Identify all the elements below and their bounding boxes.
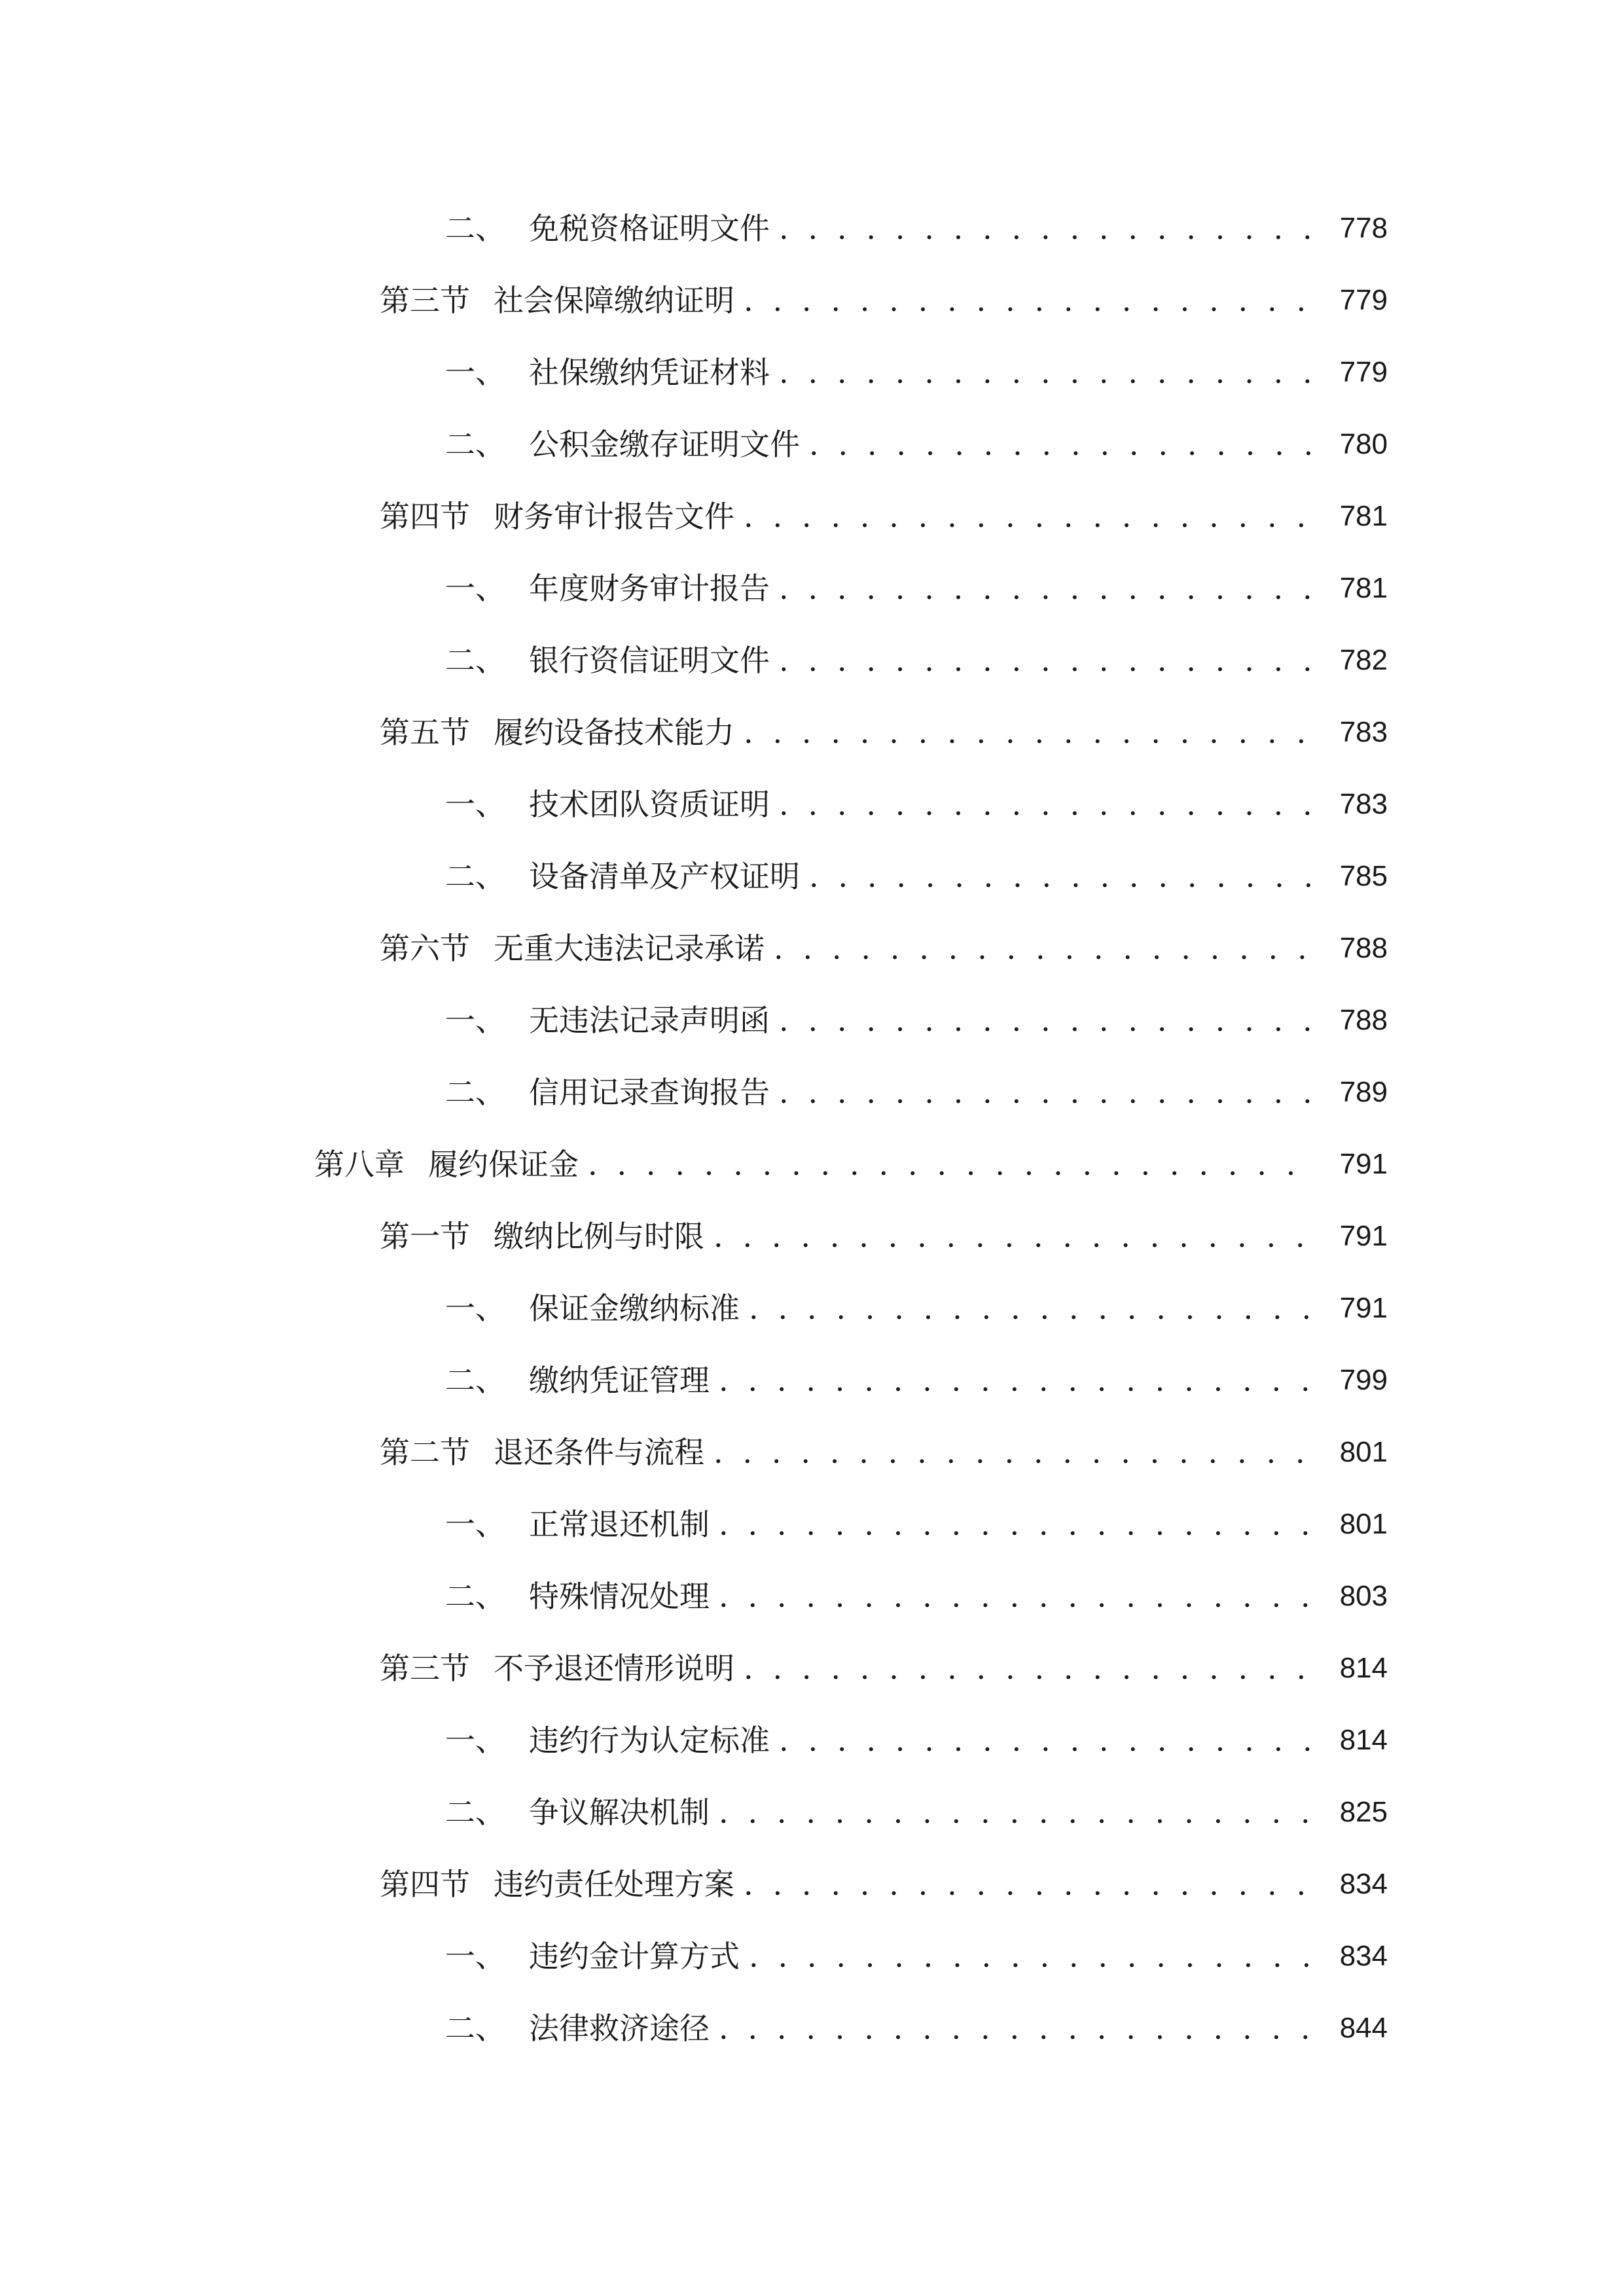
toc-entry-page: 788: [1339, 1004, 1388, 1036]
toc-entry-page: 834: [1339, 1940, 1388, 1972]
toc-entry[interactable]: [380, 1429, 1388, 1475]
toc-entry-marker: 一、: [445, 1723, 505, 1758]
toc-leader-dots: [779, 637, 1317, 683]
toc-entry-page: 814: [1339, 1724, 1388, 1756]
toc-leader-dots: [719, 1573, 1317, 1619]
toc-leader-dots: [719, 1789, 1317, 1835]
toc-entry[interactable]: [380, 278, 1388, 323]
toc-entry-page: 814: [1339, 1652, 1388, 1684]
toc-entry-page: 782: [1339, 644, 1388, 676]
toc-entry[interactable]: [380, 493, 1388, 539]
toc-entry-title: 设备清单及产权证明: [529, 859, 800, 894]
toc-entry-page: 788: [1339, 932, 1388, 964]
toc-entry-page: 801: [1339, 1436, 1388, 1468]
toc-entry-title: 公积金缴存证明文件: [529, 427, 800, 462]
toc-leader-dots: [744, 278, 1317, 323]
toc-leader-dots: [713, 1213, 1317, 1259]
toc-leader-dots: [744, 1861, 1317, 1907]
toc-entry[interactable]: [380, 1645, 1388, 1691]
toc-leader-dots: [779, 206, 1317, 251]
toc-entry-marker: 二、: [445, 1579, 505, 1614]
toc-entry-title: 年度财务审计报告: [529, 571, 770, 606]
toc-entry[interactable]: [380, 925, 1388, 971]
toc-entry-title: 无重大违法记录承诺: [494, 931, 765, 966]
toc-entry-page: 825: [1339, 1796, 1388, 1828]
toc-entry-title: 争议解决机制: [529, 1795, 710, 1830]
toc-entry-title: 不予退还情形说明: [494, 1651, 734, 1686]
toc-entry-marker: 二、: [445, 211, 505, 246]
toc-entry-marker: 第四节: [380, 1867, 470, 1902]
toc-leader-dots: [779, 997, 1317, 1043]
toc-entry-marker: 第五节: [380, 715, 470, 750]
toc-entry-title: 免税资格证明文件: [529, 211, 770, 246]
toc-leader-dots: [779, 1069, 1317, 1115]
toc-entry-title: 社保缴纳凭证材料: [529, 355, 770, 390]
toc-entry-title: 特殊情况处理: [529, 1579, 710, 1614]
toc-leader-dots: [744, 709, 1317, 755]
toc-leader-dots: [713, 1429, 1317, 1475]
toc-entry-page: 783: [1339, 788, 1388, 820]
toc-entry-title: 法律救济途径: [529, 2011, 710, 2046]
toc-leader-dots: [779, 1717, 1317, 1763]
toc-entry[interactable]: [445, 997, 1388, 1043]
toc-entry[interactable]: [445, 350, 1388, 395]
toc-entry-page: 789: [1339, 1076, 1388, 1108]
toc-entry-page: 780: [1339, 428, 1388, 460]
toc-entry-page: 779: [1339, 284, 1388, 316]
toc-entry-title: 履约设备技术能力: [494, 715, 734, 750]
toc-entry-title: 违约行为认定标准: [529, 1723, 770, 1758]
toc-entry[interactable]: [445, 637, 1388, 683]
toc-leader-dots: [809, 422, 1317, 467]
toc-entry-marker: 二、: [445, 1795, 505, 1830]
toc-entry[interactable]: [445, 2005, 1388, 2051]
toc-leader-dots: [749, 1285, 1317, 1331]
toc-entry-title: 缴纳比例与时限: [494, 1219, 704, 1254]
toc-entry-marker: 第四节: [380, 499, 470, 534]
toc-entry[interactable]: [445, 1573, 1388, 1619]
toc-entry-page: 844: [1339, 2012, 1388, 2044]
toc-entry-page: 803: [1339, 1580, 1388, 1612]
toc-entry-marker: 二、: [445, 859, 505, 894]
toc-entry[interactable]: [445, 853, 1388, 899]
toc-entry-marker: 第一节: [380, 1219, 470, 1254]
toc-entry-page: 801: [1339, 1508, 1388, 1540]
toc-entry-page: 785: [1339, 860, 1388, 892]
toc-entry[interactable]: [445, 1789, 1388, 1835]
toc-entry-marker: 二、: [445, 1075, 505, 1110]
toc-entry-title: 技术团队资质证明: [529, 787, 770, 822]
toc-entry-title: 保证金缴纳标准: [529, 1291, 740, 1326]
toc-entry-marker: 二、: [445, 2011, 505, 2046]
toc-entry[interactable]: [445, 1717, 1388, 1763]
toc-leader-dots: [588, 1141, 1317, 1187]
toc-entry-marker: 一、: [445, 355, 505, 390]
toc-entry-marker: 二、: [445, 427, 505, 462]
toc-entry[interactable]: [380, 1213, 1388, 1259]
toc-entry-marker: 第三节: [380, 283, 470, 318]
toc-leader-dots: [779, 781, 1317, 827]
toc-entry[interactable]: [445, 1357, 1388, 1403]
toc-entry-page: 791: [1339, 1220, 1388, 1252]
toc-entry[interactable]: [445, 1933, 1388, 1979]
toc-entry-title: 缴纳凭证管理: [529, 1363, 710, 1398]
toc-entry-marker: 第六节: [380, 931, 470, 966]
toc-leader-dots: [719, 2005, 1317, 2051]
toc-entry-marker: 第八章: [314, 1147, 405, 1182]
toc-entry-page: 791: [1339, 1148, 1388, 1180]
toc-entry-marker: 一、: [445, 1291, 505, 1326]
toc-entry-marker: 一、: [445, 1507, 505, 1542]
toc-entry-title: 社会保障缴纳证明: [494, 283, 734, 318]
toc-leader-dots: [744, 1645, 1317, 1691]
toc-entry-title: 正常退还机制: [529, 1507, 710, 1542]
toc-entry[interactable]: [445, 206, 1388, 251]
toc-leader-dots: [774, 925, 1317, 971]
toc-entry[interactable]: [445, 781, 1388, 827]
toc-entry-marker: 一、: [445, 787, 505, 822]
toc-entry-page: 781: [1339, 500, 1388, 532]
toc-entry-title: 财务审计报告文件: [494, 499, 734, 534]
toc-entry[interactable]: [445, 1501, 1388, 1547]
toc-leader-dots: [779, 350, 1317, 395]
toc-leader-dots: [749, 1933, 1317, 1979]
toc-entry-page: 778: [1339, 212, 1388, 244]
toc-entry-marker: 二、: [445, 1363, 505, 1398]
toc-entry[interactable]: [445, 1285, 1388, 1331]
toc-entry-marker: 一、: [445, 1939, 505, 1974]
toc-entry-marker: 第三节: [380, 1651, 470, 1686]
toc-entry-title: 退还条件与流程: [494, 1435, 704, 1470]
toc-entry[interactable]: [314, 1141, 1388, 1187]
toc-entry-title: 银行资信证明文件: [529, 643, 770, 678]
toc-entry-page: 781: [1339, 572, 1388, 604]
toc-entry-marker: 二、: [445, 643, 505, 678]
toc-entry-title: 违约金计算方式: [529, 1939, 740, 1974]
toc-entry[interactable]: [445, 565, 1388, 611]
toc-leader-dots: [809, 853, 1317, 899]
toc-entry-page: 799: [1339, 1364, 1388, 1396]
toc-entry[interactable]: [445, 1069, 1388, 1115]
toc-entry-page: 834: [1339, 1868, 1388, 1900]
toc-leader-dots: [719, 1357, 1317, 1403]
toc-entry-page: 791: [1339, 1292, 1388, 1324]
toc-leader-dots: [779, 565, 1317, 611]
toc-entry-marker: 一、: [445, 1003, 505, 1038]
toc-entry-marker: 第二节: [380, 1435, 470, 1470]
toc-entry[interactable]: [445, 422, 1388, 467]
toc-entry[interactable]: [380, 709, 1388, 755]
toc-entry-title: 无违法记录声明函: [529, 1003, 770, 1038]
toc-entry[interactable]: [380, 1861, 1388, 1907]
toc-entry-page: 779: [1339, 356, 1388, 388]
toc-entry-title: 信用记录查询报告: [529, 1075, 770, 1110]
toc-entry-title: 履约保证金: [428, 1147, 579, 1182]
toc-entry-title: 违约责任处理方案: [494, 1867, 734, 1902]
toc-leader-dots: [719, 1501, 1317, 1547]
toc-entry-page: 783: [1339, 716, 1388, 748]
toc-entry-marker: 一、: [445, 571, 505, 606]
toc-leader-dots: [744, 493, 1317, 539]
